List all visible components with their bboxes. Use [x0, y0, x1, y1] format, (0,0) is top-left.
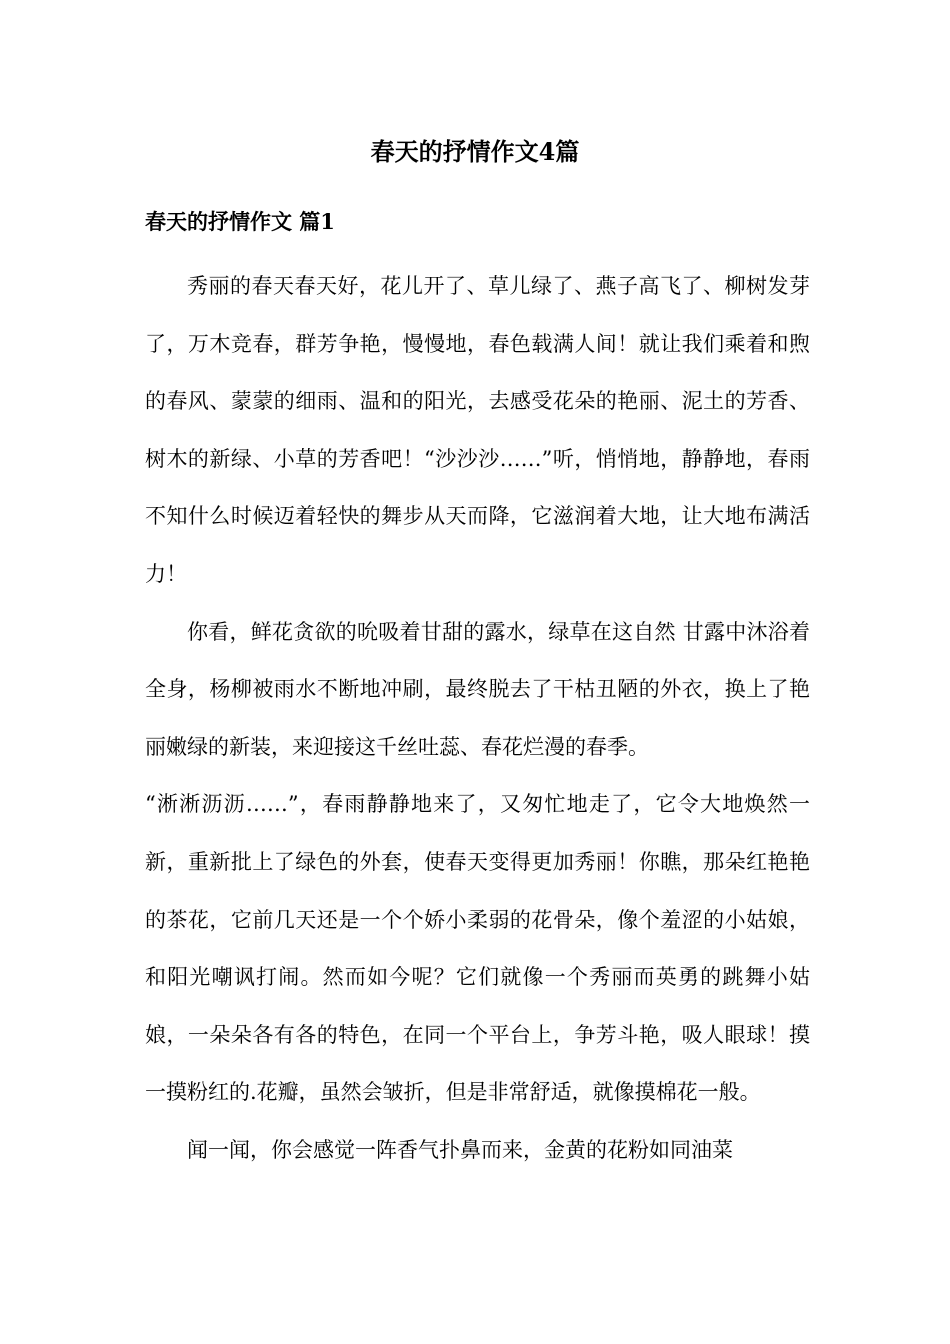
paragraph-3: “淅淅沥沥……”，春雨静静地来了，又匆忙地走了，它令大地焕然一新，重新批上了绿色的外套，使春天变得更加秀丽！你瞧，那朵红艳艳的茶花，它前几天还是一个个娇小柔弱的花骨朵，像个羞涩的小姑娘，和阳光嘲讽打闹。然而如今呢？它们就像一个秀丽而英勇的跳舞小姑娘，一朵朵各有各的特色，在同一个平台上，争芳斗艳，吸人眼球！摸一摸粉红的.花瓣，虽然会皱折，但是非常舒适，就像摸棉花一般。 [145, 792, 810, 1105]
paragraph-4: 闻一闻，你会感觉一阵香气扑鼻而来，金黄的花粉如同油菜 [187, 1137, 733, 1162]
paragraph-1: 秀丽的春天春天好，花儿开了、草儿绿了、燕子高飞了、柳树发芽了，万木竞春，群芳争艳，慢慢地，春色载满人间！就让我们乘着和煦的春风、蒙蒙的细雨、温和的阳光，去感受花朵的艳丽、泥土的芳香、树木的新绿、小草的芳香吧！“沙沙沙……”听，悄悄地，静静地，春雨不知什么时候迈着轻快的舞步从天而降，它滋润着大地，让大地布满活力！ [145, 274, 810, 586]
paragraph-2: 你看，鲜花贪欲的吮吸着甘甜的露水，绿草在这自然 甘露中沐浴着全身，杨柳被雨水不断地冲刷，最终脱去了干枯丑陋的外衣，换上了艳丽嫩绿的新装，来迎接这千丝吐蕊、春花烂漫的春季。 [145, 619, 810, 759]
document-body [145, 258, 810, 1180]
document-title: 春天的抒情作文4篇 [370, 137, 580, 166]
section-heading: 春天的抒情作文 篇1 [145, 209, 335, 234]
